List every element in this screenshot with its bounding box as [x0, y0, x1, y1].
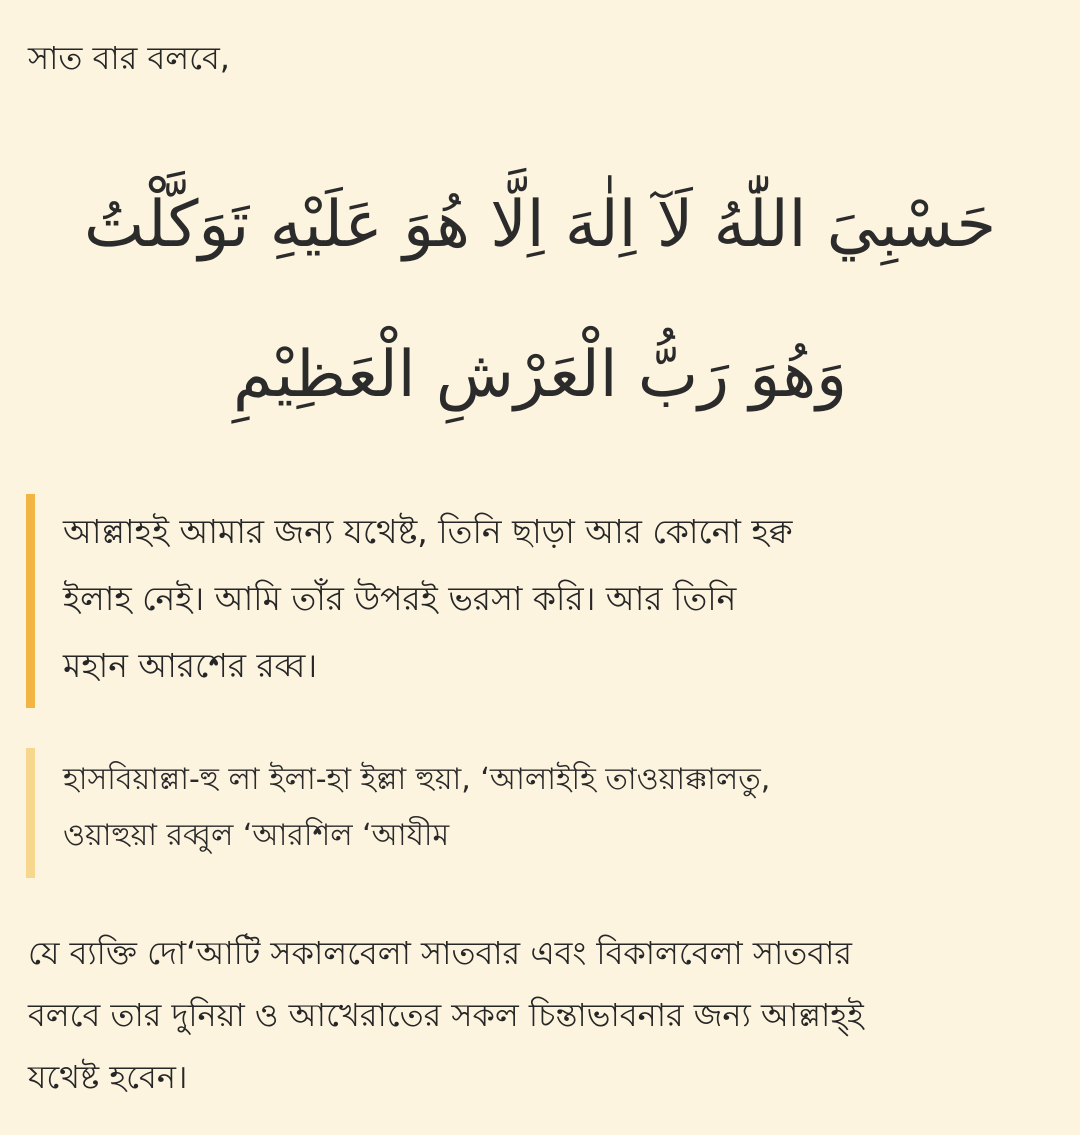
translation-line-3: মহান আরশের রব্ব।: [63, 646, 318, 685]
arabic-dua-line-2: وَهُوَ رَبُّ الْعَرْشِ الْعَظِيْمِ: [232, 338, 848, 412]
translation-line-2: ইলাহ নেই। আমি তাঁর উপরই ভরসা করি। আর তিনি: [63, 579, 737, 618]
virtue-note: [28, 922, 1044, 1108]
virtue-note-line-2: বলবে তার দুনিয়া ও আখেরাতের সকল চিন্তাভাবনার জন্য আল্লাহ্ই: [28, 996, 864, 1034]
virtue-note-line-3: যথেষ্ট হবেন।: [28, 1058, 188, 1096]
arabic-dua-line-1: حَسْبِيَ اللّٰهُ لَآ اِلٰهَ اِلَّا هُوَ عَلَيْهِ تَوَكَّلْتُ: [83, 188, 997, 262]
intro-text: সাত বার বলবে,: [28, 39, 230, 77]
translation-quote: [26, 494, 1054, 708]
transliteration-line-2: ওয়াহুয়া রব্বুল ‘আরশিল ‘আযীম: [63, 818, 450, 853]
translation-line-1: আল্লাহই আমার জন্য যথেষ্ট, তিনি ছাড়া আর কোনো হক্ব: [63, 512, 793, 551]
transliteration-line-1: হাসবিয়াল্লা-হু লা ইলা-হা ইল্লা হুয়া, ‘আলাইহি তাওয়াক্কালতু,: [63, 762, 771, 797]
transliteration-quote: [26, 748, 1054, 878]
virtue-note-line-1: যে ব্যক্তি দো‘আটি সকালবেলা সাতবার এবং বিকালবেলা সাতবার: [28, 934, 852, 972]
